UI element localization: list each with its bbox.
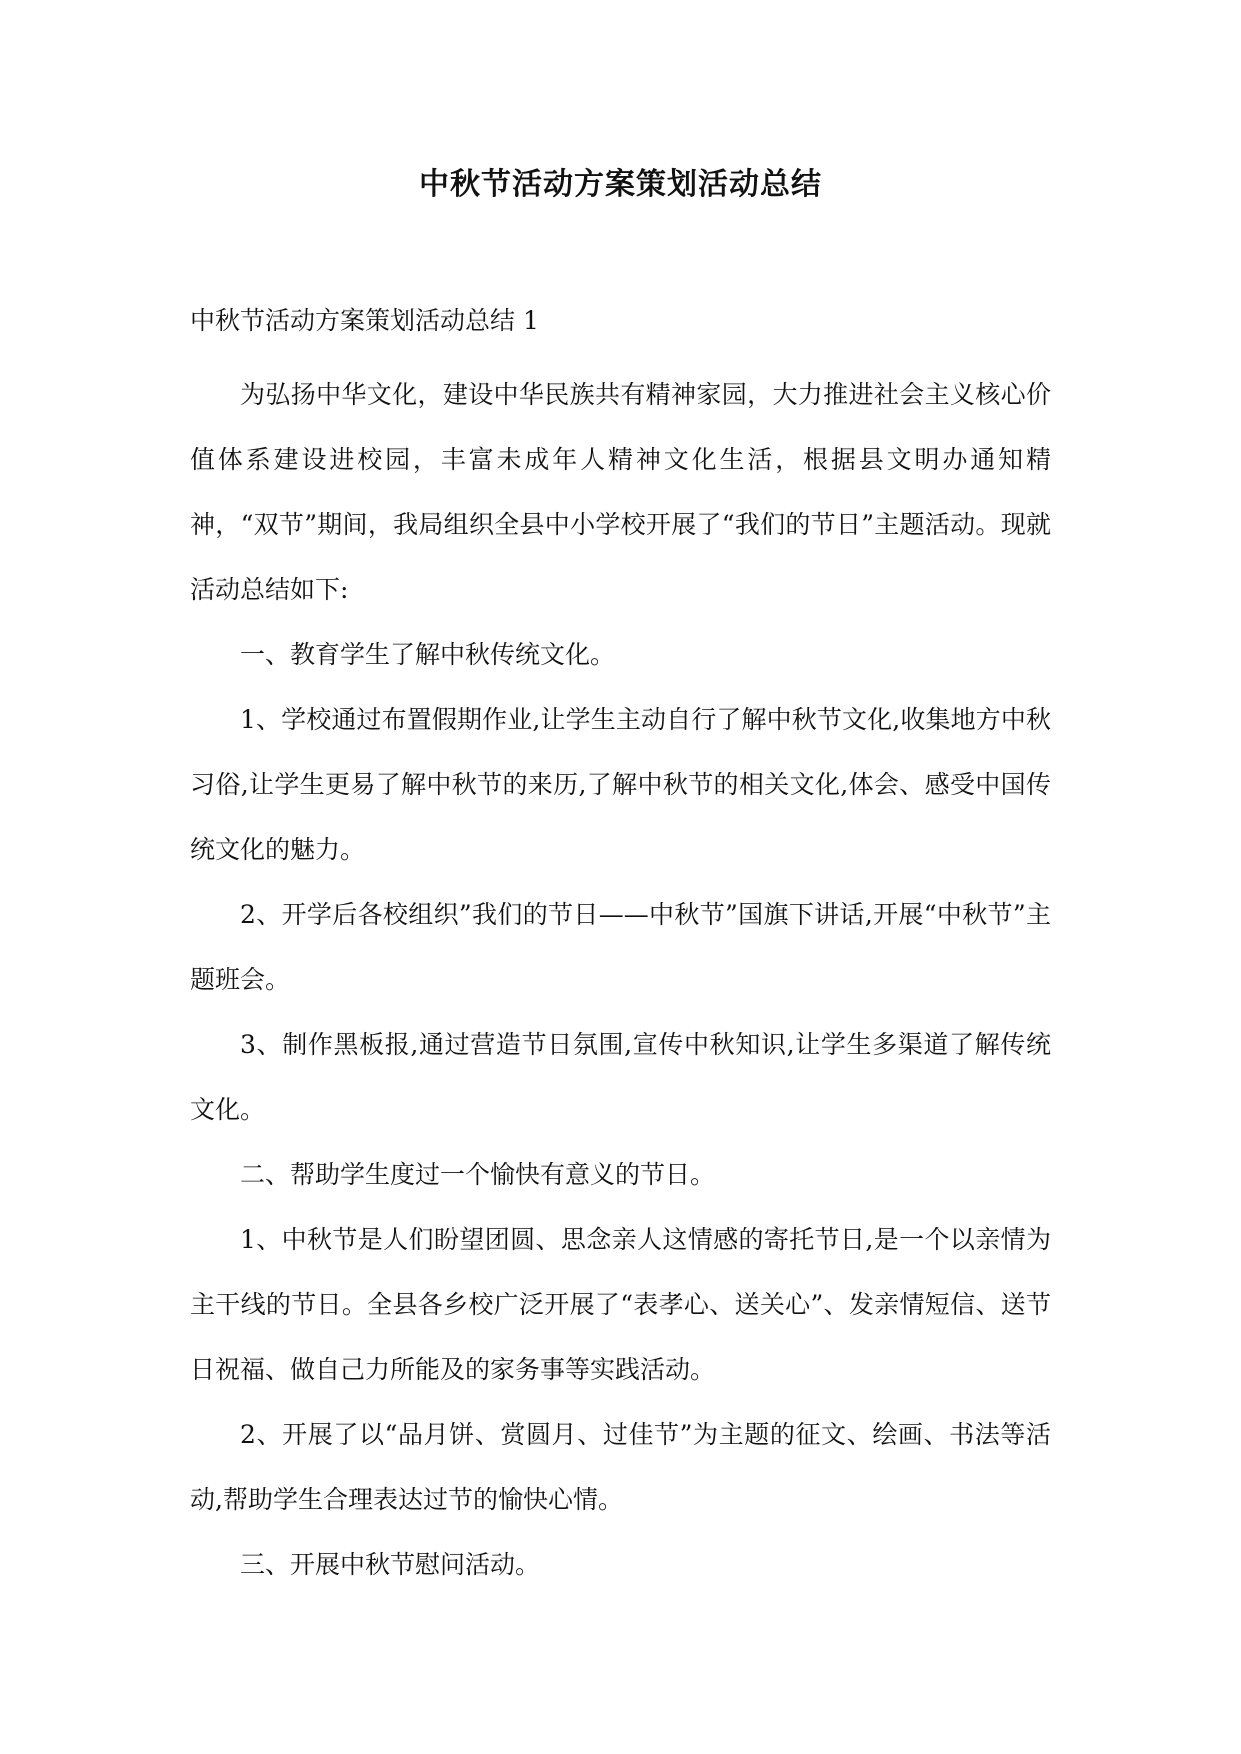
paragraph-1-3: 3、制作黑板报,通过营造节日氛围,宣传中秋知识,让学生多渠道了解传统文化。 <box>190 1030 1051 1124</box>
paragraph-1-2: 2、开学后各校组织”我们的节日——中秋节”国旗下讲话,开展“中秋节”主题班会。 <box>190 900 1051 994</box>
paragraph-1-1: 1、学校通过布置假期作业,让学生主动自行了解中秋节文化,收集地方中秋习俗,让学生更易了解中秋节的来历,了解中秋节的相关文化,体会、感受中国传统文化的魅力。 <box>190 705 1051 864</box>
section-heading-2: 二、帮助学生度过一个愉快有意义的节日。 <box>240 1160 716 1189</box>
section-heading-3: 三、开展中秋节慰问活动。 <box>240 1550 541 1579</box>
document-title: 中秋节活动方案策划活动总结 <box>419 167 822 202</box>
paragraph-2-1: 1、中秋节是人们盼望团圆、思念亲人这情感的寄托节日,是一个以亲情为主干线的节日。全县各乡校广泛开展了“表孝心、送关心”、发亲情短信、送节日祝福、做自己力所能及的家务事等实践活动。 <box>190 1225 1051 1384</box>
paragraph-intro: 为弘扬中华文化，建设中华民族共有精神家园，大力推进社会主义核心价值体系建设进校园，丰富未成年人精神文化生活，根据县文明办通知精神，“双节”期间，我局组织全县中小学校开展了“我们的节日”主题活动。现就活动总结如下: <box>190 380 1051 604</box>
section-heading-1: 一、教育学生了解中秋传统文化。 <box>240 640 616 669</box>
document-body <box>190 362 1051 1597</box>
document-subtitle: 中秋节活动方案策划活动总结 1 <box>190 306 539 335</box>
paragraph-2-2: 2、开展了以“品月饼、赏圆月、过佳节”为主题的征文、绘画、书法等活动,帮助学生合理表达过节的愉快心情。 <box>190 1420 1051 1514</box>
